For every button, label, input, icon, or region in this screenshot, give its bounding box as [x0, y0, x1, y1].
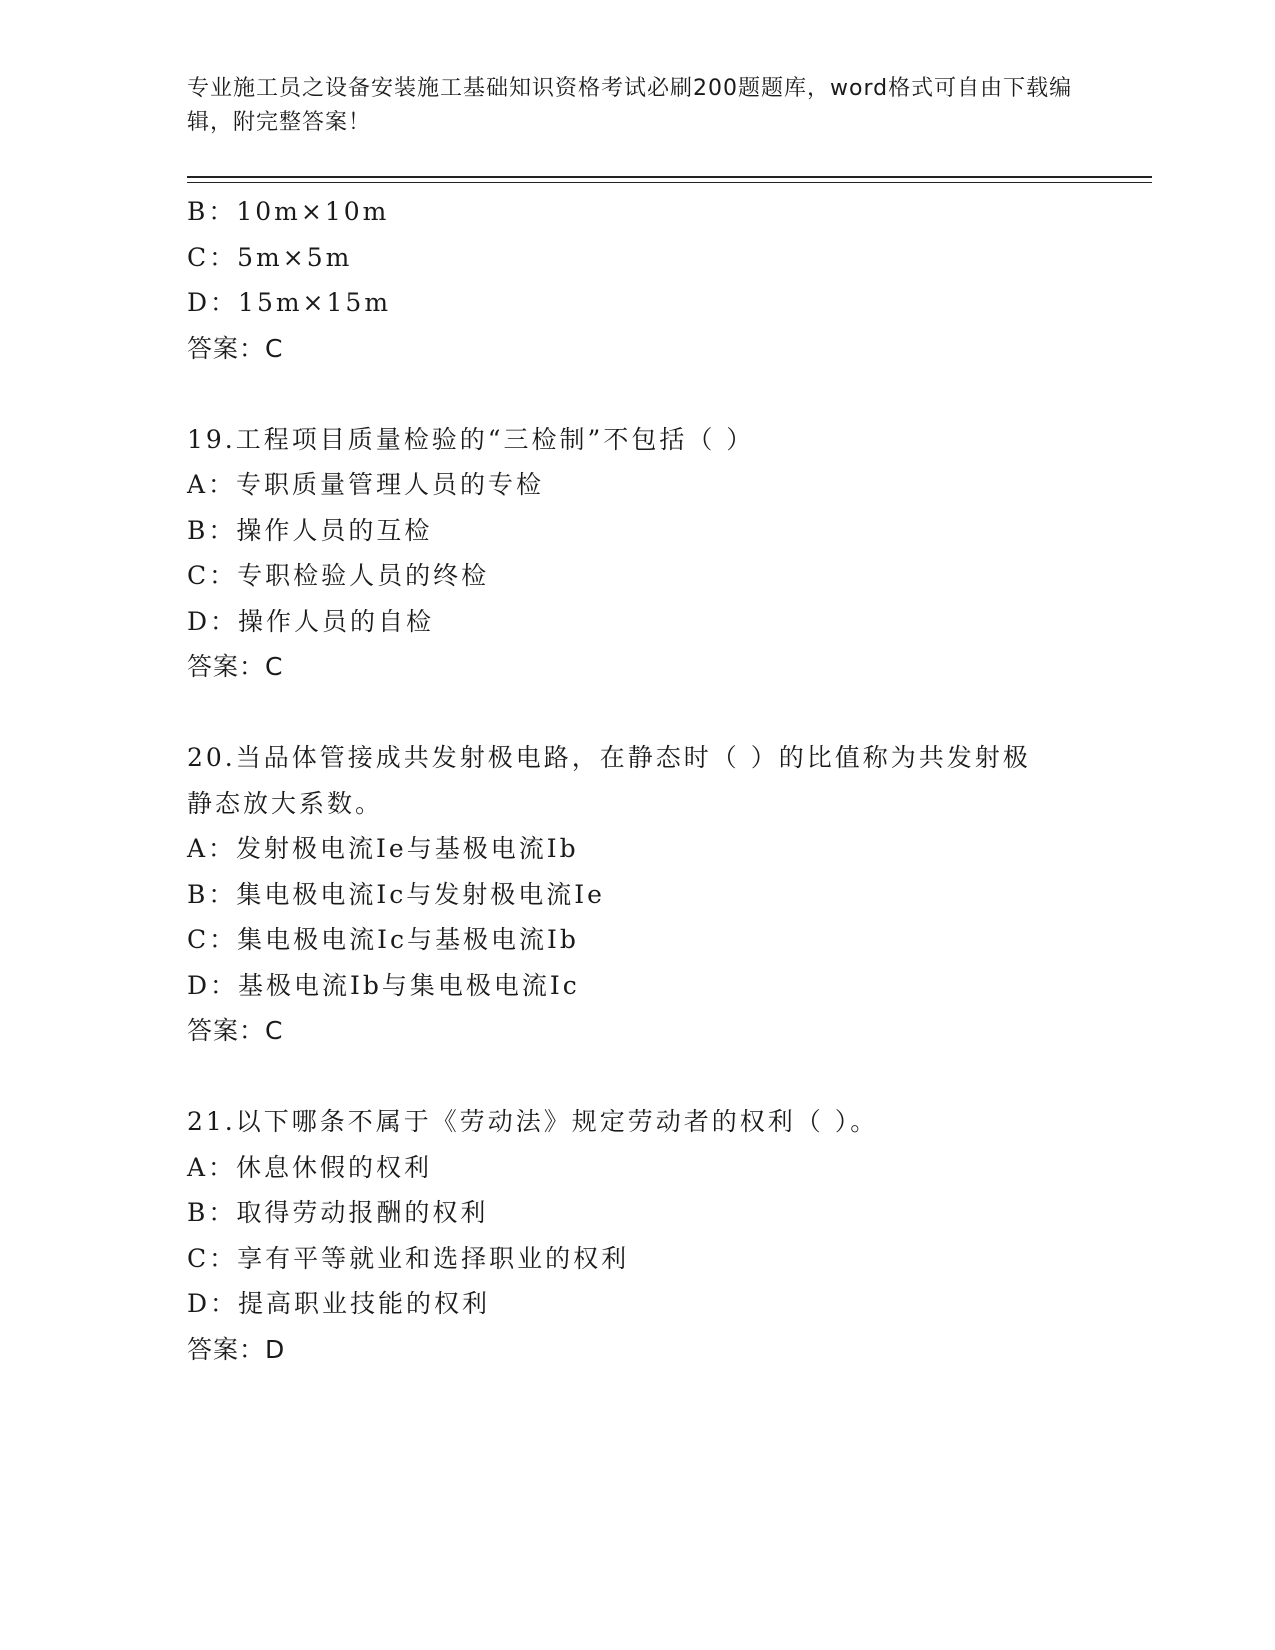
option-a: A：发射极电流Ie与基极电流Ib: [187, 834, 579, 863]
option-c: C：集电极电流Ic与基极电流Ib: [187, 925, 579, 954]
question-content: [187, 189, 1087, 1372]
answer-line: 答案：C: [187, 652, 284, 681]
option-d: D：操作人员的自检: [187, 606, 435, 636]
question-stem: 21.以下哪条不属于《劳动法》规定劳动者的权利（ ）。: [187, 1107, 879, 1136]
option-d: D：15m×15m: [187, 288, 392, 317]
question-20: [187, 735, 1087, 1054]
option-d: D：提高职业技能的权利: [187, 1289, 491, 1318]
header-divider-thin: [187, 182, 1152, 183]
option-c: C：专职检验人员的终检: [187, 561, 490, 590]
question-stem: 20.当品体管接成共发射极电路，在静态时（ ）的比值称为共发射极静态放大系数。: [187, 743, 1031, 818]
option-c: C：5m×5m: [187, 242, 353, 272]
document-header: 专业施工员之设备安装施工基础知识资格考试必刷200题题库，word格式可自由下载编辑，附完整答案！: [187, 76, 1073, 135]
option-a: A：休息休假的权利: [187, 1152, 433, 1182]
question-stem: 19.工程项目质量检验的“三检制”不包括（ ）: [187, 424, 755, 454]
option-b: B：操作人员的互检: [187, 515, 433, 545]
spacer: [187, 690, 1087, 736]
option-d: D：基极电流Ib与集电极电流Ic: [187, 970, 580, 1000]
option-c: C：享有平等就业和选择职业的权利: [187, 1243, 630, 1273]
question-21: [187, 1099, 1087, 1372]
header-divider-thick: [187, 176, 1152, 178]
answer-line: 答案：D: [187, 1334, 286, 1364]
option-b: B：10m×10m: [187, 197, 390, 226]
answer-line: 答案：C: [187, 333, 284, 363]
question-19: [187, 417, 1087, 690]
spacer: [187, 1054, 1087, 1100]
answer-line: 答案：C: [187, 1016, 284, 1045]
option-a: A：专职质量管理人员的专检: [187, 470, 545, 499]
option-b: B：取得劳动报酬的权利: [187, 1198, 489, 1227]
spacer: [187, 371, 1087, 417]
question-18-continued: [187, 189, 1087, 371]
option-b: B：集电极电流Ic与发射极电流Ie: [187, 879, 605, 909]
